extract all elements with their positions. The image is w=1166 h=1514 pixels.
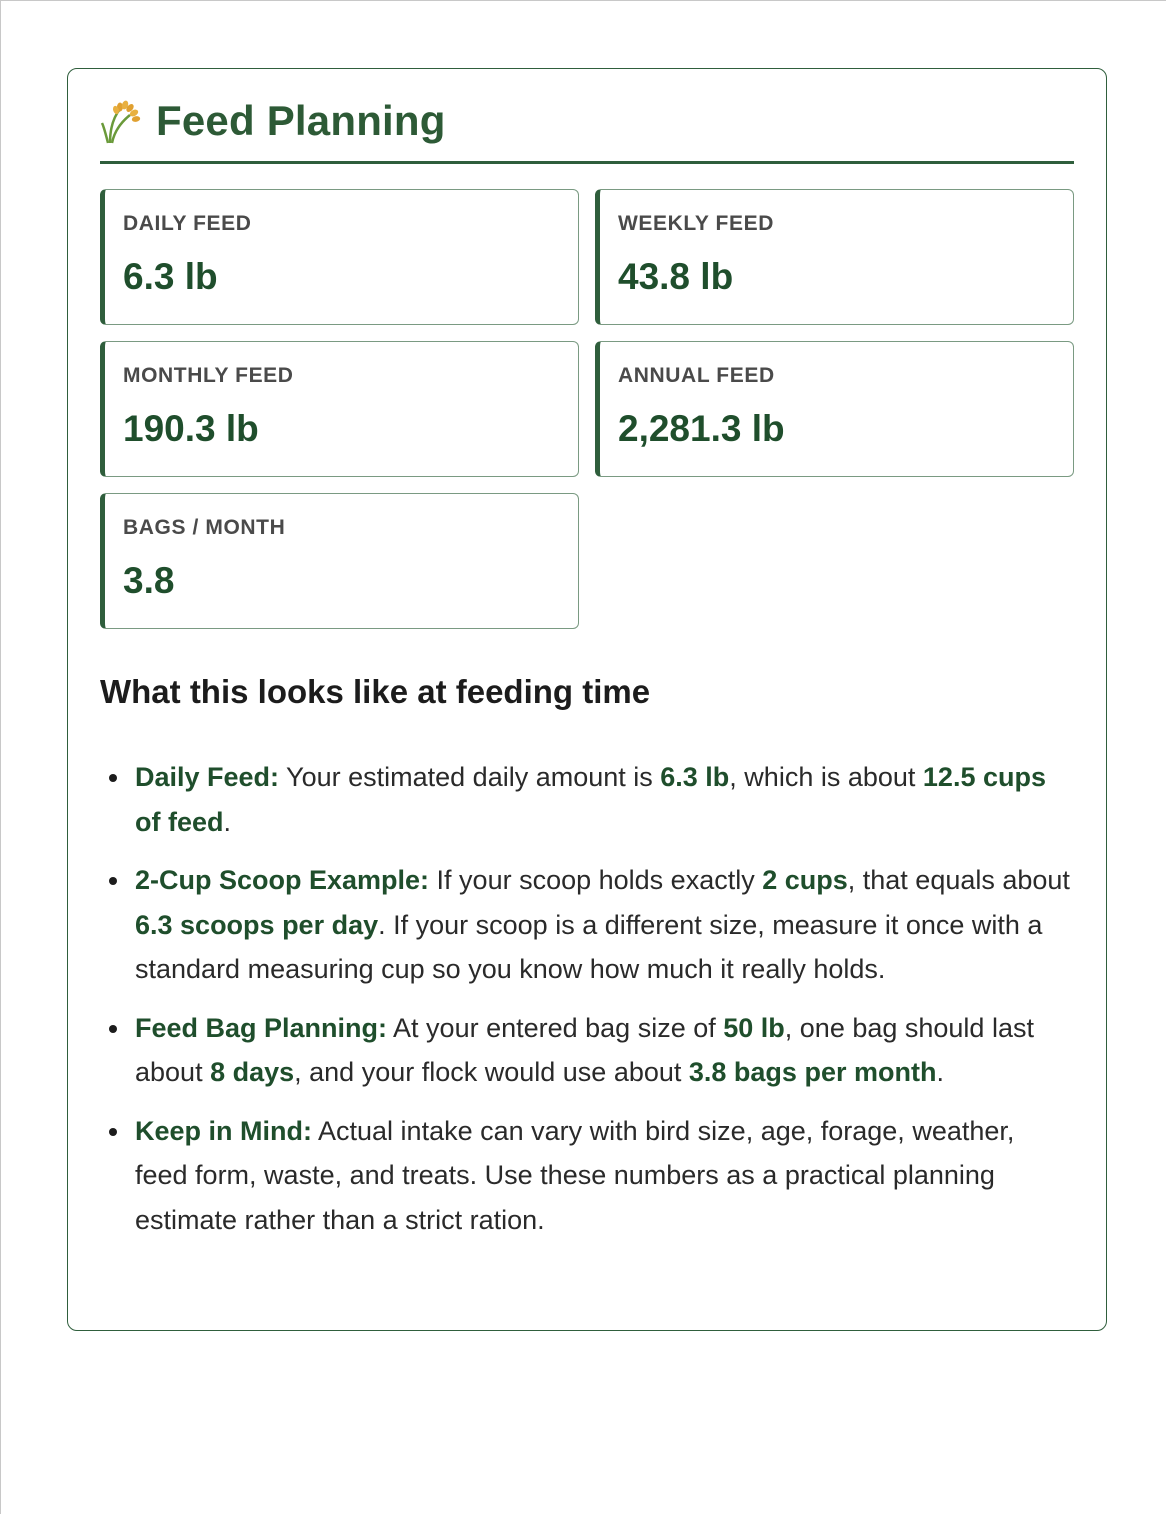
panel-header [100, 69, 1074, 164]
stat-value: 3.8 [123, 560, 175, 601]
rice-icon [100, 97, 148, 145]
list-item-bag-planning [135, 1006, 1074, 1095]
note-text: , which is about [729, 762, 923, 792]
stat-label: WEEKLY FEED [618, 212, 774, 235]
note-text: Actual intake can vary with bird size, age, forage, weather, feed form, waste, and treats. Use these numbers as a practical planning estimate rather than a strict ration. [135, 1115, 1015, 1235]
stat-value: 190.3 lb [123, 408, 259, 449]
note-text: . [223, 806, 232, 837]
stats-grid [100, 189, 1074, 629]
stat-value: 43.8 lb [618, 256, 734, 297]
note-title: Keep in Mind: [135, 1115, 312, 1146]
stat-card-monthly-feed [100, 341, 579, 477]
note-text: , that equals about [847, 865, 1070, 895]
feed-planning-panel [67, 68, 1107, 1331]
note-highlight: 3.8 bags per month [688, 1057, 937, 1087]
note-text: , and your flock would use about [294, 1057, 689, 1087]
stat-card-daily-feed [100, 189, 579, 325]
stat-card-annual-feed [595, 341, 1074, 477]
note-text: If your scoop holds exactly [429, 865, 763, 895]
stat-label: ANNUAL FEED [618, 364, 775, 387]
stat-value: 2,281.3 lb [618, 408, 785, 449]
feeding-notes-list [100, 755, 1074, 1242]
stat-card-bags-per-month [100, 493, 579, 629]
note-text: Your estimated daily amount is [279, 762, 661, 792]
list-item-scoop-example [135, 858, 1074, 992]
note-highlight: 50 lb [723, 1012, 785, 1043]
note-highlight: 12.5 cups of feed [135, 762, 1046, 837]
stat-card-weekly-feed [595, 189, 1074, 325]
note-title: 2-Cup Scoop Example: [135, 865, 430, 895]
note-text: , one bag should last about [135, 1012, 1034, 1087]
note-text: . [936, 1057, 944, 1087]
list-item-keep-in-mind [135, 1109, 1074, 1243]
note-text: At your entered bag size of [387, 1012, 724, 1043]
note-highlight: 6.3 lb [660, 762, 730, 792]
section-heading: What this looks like at feeding time [100, 673, 651, 710]
stat-label: MONTHLY FEED [123, 364, 294, 387]
stat-label: DAILY FEED [123, 212, 252, 235]
note-title: Daily Feed: [135, 762, 280, 792]
stat-value: 6.3 lb [123, 256, 218, 297]
list-item-daily-feed [135, 755, 1074, 844]
note-text: . If your scoop is a different size, measure it once with a standard measuring cup so you know how much it really holds. [135, 909, 1043, 984]
note-highlight: 8 days [210, 1057, 295, 1087]
panel-title: Feed Planning [156, 97, 446, 144]
note-title: Feed Bag Planning: [135, 1012, 388, 1043]
note-highlight: 6.3 scoops per day [135, 909, 379, 940]
stat-label: BAGS / MONTH [123, 516, 286, 539]
note-highlight: 2 cups [762, 865, 848, 895]
